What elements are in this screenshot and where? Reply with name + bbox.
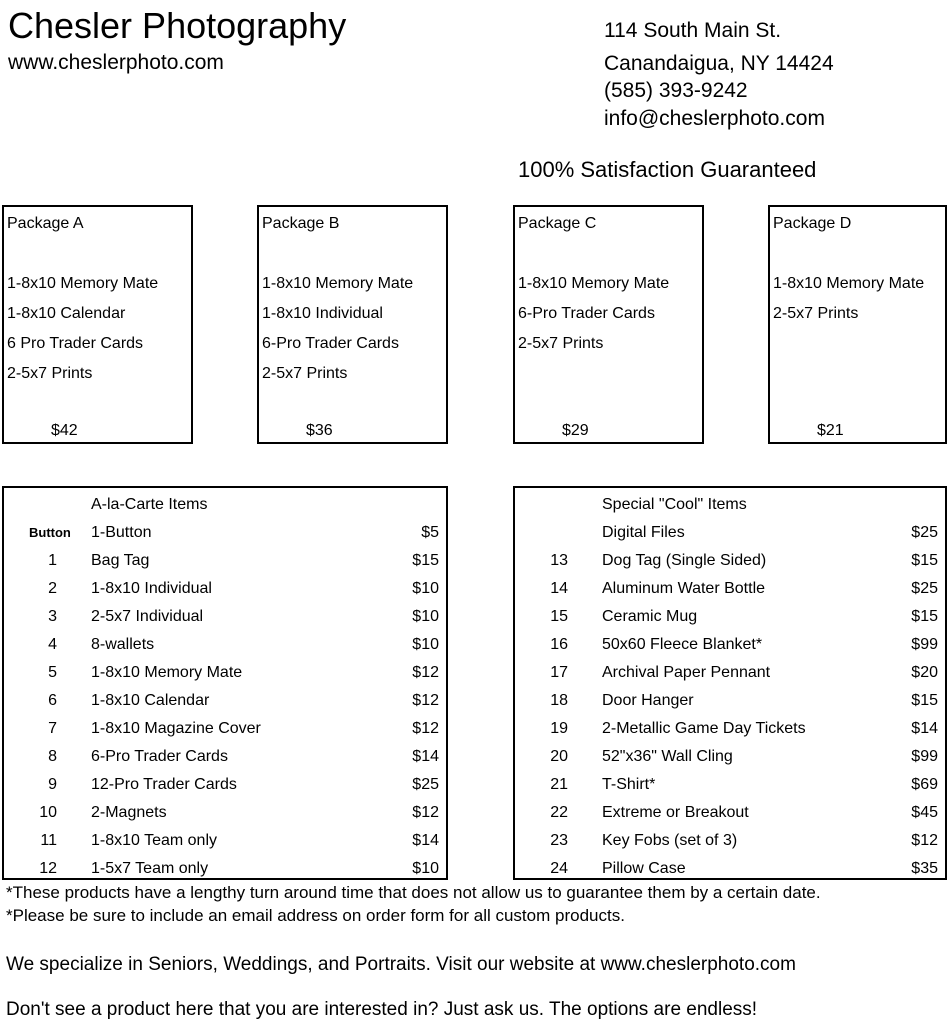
item-name: 1-8x10 Magazine Cover: [91, 720, 261, 737]
item-price: $12: [911, 832, 938, 849]
package-b-box: [257, 205, 448, 444]
ask-text: Don't see a product here that you are interested in? Just ask us. The options are endless!: [6, 999, 758, 1020]
item-price: $15: [911, 552, 938, 569]
item-price: $25: [412, 776, 439, 793]
address-line1: 114 South Main St.: [604, 19, 782, 42]
row-number: 24: [550, 860, 568, 877]
row-number: 9: [48, 776, 57, 793]
item-name: Pillow Case: [602, 860, 686, 877]
package-item: 1-8x10 Memory Mate: [773, 275, 925, 292]
package-item: 6 Pro Trader Cards: [7, 335, 144, 352]
item-price: $10: [412, 860, 439, 877]
phone-text: (585) 393-9242: [604, 79, 748, 102]
cool-items-table: [513, 486, 947, 880]
package-a-box: [2, 205, 193, 444]
package-price: $29: [562, 422, 589, 439]
item-name: Dog Tag (Single Sided): [602, 552, 767, 569]
row-number: 11: [40, 832, 57, 849]
item-price: $10: [412, 608, 439, 625]
guarantee-text: 100% Satisfaction Guaranteed: [518, 157, 817, 182]
package-d-box: [768, 205, 947, 444]
package-price: $21: [817, 422, 844, 439]
package-item: 2-5x7 Prints: [518, 335, 604, 352]
item-price: $99: [911, 748, 938, 765]
item-price: $12: [412, 664, 439, 681]
row-number: 12: [39, 860, 57, 877]
address-line2: Canandaigua, NY 14424: [604, 52, 834, 75]
item-price: $15: [911, 692, 938, 709]
email-text: info@cheslerphoto.com: [604, 107, 825, 130]
item-name: Ceramic Mug: [602, 608, 698, 625]
row-number: 3: [48, 608, 57, 625]
item-price: $20: [911, 664, 938, 681]
cool-title: Special "Cool" Items: [602, 496, 747, 513]
row-number: 20: [550, 748, 568, 765]
item-name: 2-Magnets: [91, 804, 167, 821]
item-price: $99: [911, 636, 938, 653]
item-price: $5: [421, 524, 439, 541]
item-name: 1-8x10 Team only: [91, 832, 217, 849]
row-number: 18: [550, 692, 568, 709]
item-price: $69: [911, 776, 938, 793]
item-name: 1-Button: [91, 524, 152, 541]
package-item: 1-8x10 Memory Mate: [7, 275, 159, 292]
item-name: 50x60 Fleece Blanket*: [602, 636, 763, 653]
row-number: 21: [550, 776, 568, 793]
item-price: $12: [412, 804, 439, 821]
package-item: 6-Pro Trader Cards: [518, 305, 655, 322]
package-item: 2-5x7 Prints: [7, 365, 93, 382]
package-item: 2-5x7 Prints: [262, 365, 348, 382]
row-number: 1: [48, 552, 57, 569]
item-price: $25: [911, 524, 938, 541]
item-price: $25: [911, 580, 938, 597]
item-price: $45: [911, 804, 938, 821]
package-item: 6-Pro Trader Cards: [262, 335, 399, 352]
item-name: T-Shirt*: [602, 776, 656, 793]
item-name: Extreme or Breakout: [602, 804, 749, 821]
item-name: 2-5x7 Individual: [91, 608, 204, 625]
package-name: Package D: [773, 215, 852, 232]
row-number: 22: [550, 804, 568, 821]
row-number: 6: [48, 692, 57, 709]
item-price: $15: [911, 608, 938, 625]
package-price: $42: [51, 422, 78, 439]
alacarte-table: [2, 486, 448, 880]
item-price: $14: [911, 720, 938, 737]
package-item: 2-5x7 Prints: [773, 305, 859, 322]
item-price: $15: [412, 552, 439, 569]
package-name: Package C: [518, 215, 597, 232]
item-name: Key Fobs (set of 3): [602, 832, 738, 849]
item-price: $12: [412, 692, 439, 709]
item-name: 6-Pro Trader Cards: [91, 748, 228, 765]
row-number: 19: [550, 720, 568, 737]
item-name: Door Hanger: [602, 692, 694, 709]
item-name: 2-Metallic Game Day Tickets: [602, 720, 806, 737]
item-price: $10: [412, 580, 439, 597]
item-name: 1-8x10 Memory Mate: [91, 664, 243, 681]
package-name: Package A: [7, 215, 84, 232]
row-number: 13: [550, 552, 568, 569]
footnote-email: *Please be sure to include an email address on order form for all custom products.: [6, 906, 625, 925]
row-number: 7: [48, 720, 57, 737]
item-price: $14: [412, 748, 439, 765]
row-number: 5: [48, 664, 57, 681]
row-number: 15: [550, 608, 568, 625]
alacarte-title: A-la-Carte Items: [91, 496, 208, 513]
item-name: 8-wallets: [91, 636, 155, 653]
package-item: 1-8x10 Individual: [262, 305, 383, 322]
item-name: 1-8x10 Calendar: [91, 692, 210, 709]
row-number: 2: [48, 580, 57, 597]
row-number: 23: [550, 832, 568, 849]
item-name: Archival Paper Pennant: [602, 664, 771, 681]
item-name: Aluminum Water Bottle: [602, 580, 766, 597]
row-number: 16: [550, 636, 568, 653]
company-title: Chesler Photography: [8, 5, 347, 46]
package-item: 1-8x10 Memory Mate: [518, 275, 670, 292]
item-price: $10: [412, 636, 439, 653]
package-item: 1-8x10 Calendar: [7, 305, 126, 322]
item-name: 1-5x7 Team only: [91, 860, 209, 877]
package-item: 1-8x10 Memory Mate: [262, 275, 414, 292]
item-price: $14: [412, 832, 439, 849]
row-number: 14: [550, 580, 568, 597]
item-name: 52"x36" Wall Cling: [602, 748, 733, 765]
package-price: $36: [306, 422, 333, 439]
footnote-turnaround: *These products have a lengthy turn around time that does not allow us to guarantee them by a certain date.: [6, 883, 821, 902]
item-price: $12: [412, 720, 439, 737]
item-price: $35: [911, 860, 938, 877]
row-number: 17: [550, 664, 568, 681]
item-name: 12-Pro Trader Cards: [91, 776, 237, 793]
row-number: Button: [29, 525, 71, 540]
item-name: Bag Tag: [91, 552, 150, 569]
item-name: 1-8x10 Individual: [91, 580, 212, 597]
row-number: 4: [48, 636, 57, 653]
item-name: Digital Files: [602, 524, 685, 541]
website-text: www.cheslerphoto.com: [8, 51, 224, 74]
package-c-box: [513, 205, 704, 444]
row-number: 10: [39, 804, 57, 821]
specialize-text: We specialize in Seniors, Weddings, and Portraits. Visit our website at www.cheslerphoto.com: [6, 954, 796, 975]
row-number: 8: [48, 748, 57, 765]
package-name: Package B: [262, 215, 340, 232]
